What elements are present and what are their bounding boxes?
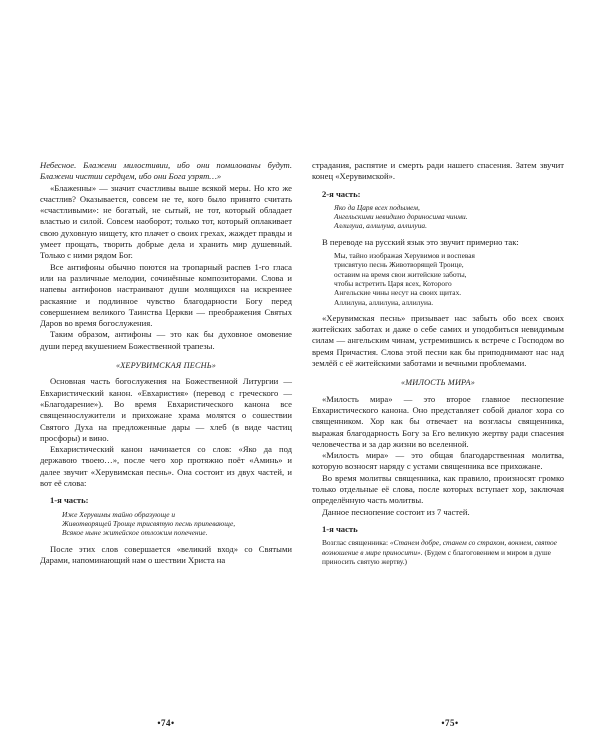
paragraph: Таким образом, антифоны — это как бы духовное омовение души перед вкушением Божественной трапезы. (40, 329, 292, 351)
section-title-mercy-of-peace: «МИЛОСТЬ МИРА» (400, 378, 476, 388)
paragraph: Евхаристический канон начинается со слов: «Яко да под державою твоею…», после чего хор протяжно поёт «Аминь» и далее звучит «Херувимская песнь». Она состоит из двух частей, и вот её слова: (40, 444, 292, 489)
note-translation: (Будем с благоговением и миром в душе приносить святую жертву.) (322, 547, 551, 566)
paragraph: После этих слов совершается «великий вход» со Святыми Дарами, напоминающий нам о шествии Христа на (40, 543, 292, 565)
paragraph: страдания, распятие и смерть ради нашего спасения. Затем звучит конец «Херувимской». (312, 160, 564, 182)
paragraph: Во время молитвы священника, как правило, произносят громко только отдельные её слова, после которых вступает хор, заключая определённую часть молитвы. (312, 472, 564, 506)
paragraph: Все антифоны обычно поются на тропарный распев 1-го гласа или на различные мелодии, сочинённые композиторами. Слова и напевы антифонов настраивают души молящихся на искреннее раскаяние и подлинное чувство благодарности Богу перед совершением великого Таинства Церкви — преображения Святых Даров во время богослужения. (40, 261, 292, 329)
paragraph: «Милость мира» — это второе главное песнопение Евхаристического канона. Оно представляет собой диалог хора со священником. Хор как бы отвечает на возгласы священника, выражая благодарность Богу за Его великую жертву ради спасения человечества и за дар жизни во вселенной. (312, 393, 564, 449)
hymn-translation (334, 251, 564, 307)
paragraph: В переводе на русский язык это звучит примерно так: (322, 236, 519, 247)
paragraph: «Блаженны» — значит счастливы выше всякой меры. Но кто же счастлив? Оказывается, совсем не те, кого было принято считать «счастливыми»: не богатый, не сытый, не тот, который обладает властью и силой. Совсем наоборот; только тот, который оплакивает свою духовную нищету, кто плачет о своих грехах, жаждет правды и умеет прощать, творить добрые дела и хранить мир душевный. Только с ними рядом Бог. (40, 182, 292, 261)
hymn-line: Всякое ныне житейское отложим попечение. (62, 528, 208, 538)
left-page (40, 160, 292, 566)
note-quote: «Станем добре, станем со страхом, вонмем, святое возношение в мире приносити». (322, 538, 557, 557)
translation-line: чтобы встретить Царя всех, Которого (334, 278, 452, 288)
hymn-line: Животворящей Троице трисвятую песнь припевающе, (62, 518, 236, 528)
hymn-part-2 (334, 203, 564, 231)
translation-line: трисвятую песнь Животворящей Троице, (334, 260, 464, 270)
paragraph: Данное песнопение состоит из 7 частей. (322, 506, 470, 517)
hymn-line: Яко да Царя всех подымем, (334, 202, 420, 212)
translation-line: Мы, тайно изображая Херувимов и воспевая (334, 251, 475, 261)
page-number-right: •75• (441, 718, 459, 728)
hymn-line: Аллилуиа, аллилуиа, аллилуиа. (334, 221, 427, 231)
hymn-line: Иже Херувимы тайно образующе и (62, 509, 176, 519)
right-page (312, 160, 564, 566)
translation-line: Аллилуиа, аллилуиа, аллилуиа. (334, 297, 434, 307)
translation-line: оставим на время свои житейские заботы, (334, 269, 467, 279)
part-label: 1-я часть: (50, 495, 89, 506)
paragraph: «Херувимская песнь» призывает нас забыть обо всех своих житейских заботах и даже о себе самих и уподобиться невидимым силам — ангельским чинам, устремившись к встрече с Господом во время Причастия. Слова этой песни как бы приподнимают нас над землёй с её житейскими заботами и вечными проблемами. (312, 312, 564, 369)
hymn-line: Ангельскими невидимо дориносима чинми. (334, 212, 468, 222)
part-label: 2-я часть: (322, 188, 361, 199)
hymn-part-1 (62, 510, 292, 538)
part-label: 1-я часть (322, 523, 358, 534)
priest-exclamation (322, 538, 564, 566)
translation-line: Ангельские чины несут на своих щитах. (334, 288, 462, 298)
note-intro: Возглас священника: (322, 538, 390, 548)
section-title-cherubic-hymn: «ХЕРУВИМСКАЯ ПЕСНЬ» (115, 361, 217, 371)
page-number-left: •74• (157, 718, 175, 728)
beatitudes-end: Небесное. Блажени милостивии, ибо они помилованы будут. Блажени чистии сердцем, ибо они Бога узрят…» (40, 160, 292, 182)
paragraph: «Милость мира» — это общая благодарственная молитва, которую возносят наряду с устами священника все прихожане. (312, 450, 564, 472)
paragraph: Основная часть богослужения на Божественной Литургии — Евхаристический канон. «Евхаристия» (перевод с греческого — «Благодарение»). Во время Евхаристического канона все священнослужители и прихожане храма молятся о сошествии Святого Духа на предложенные дары — хлеб (в виде частиц просфоры) и вино. (40, 376, 292, 443)
